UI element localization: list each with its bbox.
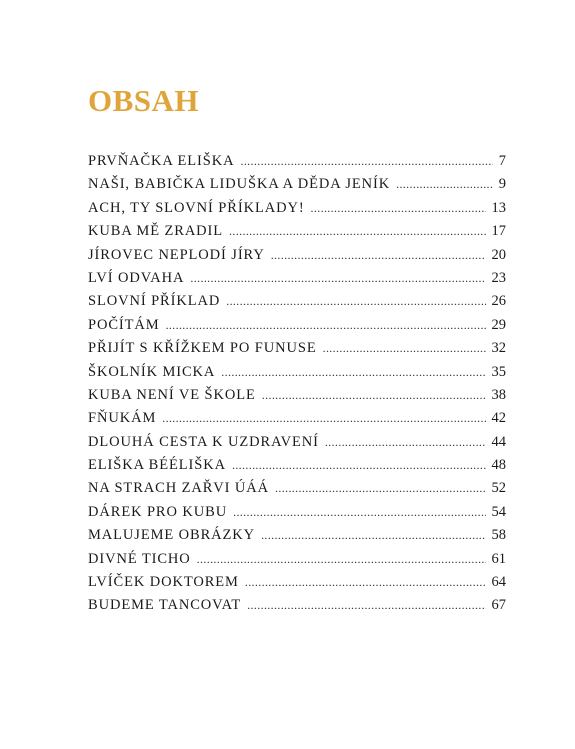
toc-leader-dots <box>247 598 485 613</box>
toc-leader-dots <box>232 458 486 473</box>
toc-entry-title: ELIŠKA BÉÉLIŠKA <box>88 457 226 474</box>
toc-entry[interactable] <box>88 293 506 316</box>
toc-leader-dots <box>221 365 485 380</box>
toc-entry-title: SLOVNÍ PŘÍKLAD <box>88 293 221 310</box>
toc-entry-page: 29 <box>491 316 506 333</box>
toc-entry-page: 44 <box>491 433 506 450</box>
toc-entry-title: ŠKOLNÍK MICKA <box>88 363 216 380</box>
toc-entry-title: ACH, TY SLOVNÍ PŘÍKLADY! <box>88 199 305 216</box>
toc-leader-dots <box>226 294 485 309</box>
toc-entry-page: 38 <box>491 386 506 403</box>
toc-entry[interactable] <box>88 270 506 293</box>
toc-leader-dots <box>323 341 486 356</box>
toc-entry-page: 42 <box>491 410 506 427</box>
toc-entry[interactable] <box>88 597 506 620</box>
toc-entry-page: 13 <box>491 199 506 216</box>
toc-leader-dots <box>162 411 485 426</box>
toc-entry-title: LVÍ ODVAHA <box>88 269 185 286</box>
toc-entry[interactable] <box>88 504 506 527</box>
toc-entry-page: 48 <box>491 457 506 474</box>
toc-leader-dots <box>240 154 492 169</box>
toc-leader-dots <box>396 177 493 192</box>
toc-entry[interactable] <box>88 457 506 480</box>
toc-leader-dots <box>271 248 486 263</box>
toc-leader-dots <box>245 575 486 590</box>
toc-entry-title: PŘIJÍT S KŘÍŽKEM PO FUNUSE <box>88 340 317 357</box>
toc-entry-page: 32 <box>491 340 506 357</box>
toc-entry-title: DÁREK PRO KUBU <box>88 503 228 520</box>
toc-entry-title: PRVŇAČKA ELIŠKA <box>88 153 235 169</box>
toc-entry-title: BUDEME TANCOVAT <box>88 597 242 614</box>
toc-entry-title: DIVNÉ TICHO <box>88 550 191 567</box>
toc-leader-dots <box>197 552 486 567</box>
toc-entry[interactable] <box>88 480 506 503</box>
toc-entry[interactable] <box>88 247 506 270</box>
toc-leader-dots <box>233 505 485 520</box>
toc-entry-title: FŇUKÁM <box>88 410 157 427</box>
toc-entry-page: 23 <box>491 269 506 286</box>
toc-leader-dots <box>261 528 485 543</box>
toc-entry[interactable] <box>88 340 506 363</box>
toc-leader-dots <box>311 201 486 216</box>
toc-entry-page: 67 <box>491 597 506 614</box>
toc-entry[interactable] <box>88 574 506 597</box>
toc-entry-title: JÍROVEC NEPLODÍ JÍRY <box>88 246 265 263</box>
toc-entry[interactable] <box>88 364 506 387</box>
toc-entry[interactable] <box>88 387 506 410</box>
toc-entry[interactable] <box>88 223 506 246</box>
table-of-contents <box>88 153 506 621</box>
toc-entry[interactable] <box>88 410 506 433</box>
toc-entry[interactable] <box>88 434 506 457</box>
toc-leader-dots <box>229 224 485 239</box>
toc-entry-page: 58 <box>491 527 506 544</box>
toc-leader-dots <box>275 481 485 496</box>
toc-entry[interactable] <box>88 176 506 199</box>
toc-entry-page: 52 <box>491 480 506 497</box>
toc-entry-page: 26 <box>491 293 506 310</box>
toc-entry[interactable] <box>88 551 506 574</box>
toc-entry-page: 35 <box>491 363 506 380</box>
toc-entry-page: 64 <box>491 574 506 591</box>
toc-entry-title: NA STRACH ZAŘVI ÚÁÁ <box>88 480 270 497</box>
toc-entry-page: 54 <box>491 503 506 520</box>
toc-leader-dots <box>166 318 486 333</box>
toc-leader-dots <box>190 271 485 286</box>
toc-leader-dots <box>325 435 486 450</box>
toc-entry-page: 61 <box>491 550 506 567</box>
toc-entry-title: DLOUHÁ CESTA K UZDRAVENÍ <box>88 433 319 450</box>
toc-entry-title: KUBA MĚ ZRADIL <box>88 223 224 240</box>
toc-entry[interactable] <box>88 317 506 340</box>
toc-entry-page: 17 <box>491 223 506 240</box>
toc-entry-page: 20 <box>491 246 506 263</box>
toc-entry[interactable] <box>88 527 506 550</box>
toc-entry-title: POČÍTÁM <box>88 316 160 333</box>
toc-entry-page: 7 <box>498 153 506 169</box>
toc-entry[interactable] <box>88 153 506 176</box>
toc-entry-page: 9 <box>498 176 506 193</box>
toc-entry-title: KUBA NENÍ VE ŠKOLE <box>88 386 256 403</box>
toc-entry-title: NAŠI, BABIČKA LIDUŠKA A DĚDA JENÍK <box>88 176 391 193</box>
page-title: OBSAH <box>88 83 200 118</box>
toc-entry[interactable] <box>88 200 506 223</box>
toc-entry-title: MALUJEME OBRÁZKY <box>88 527 256 544</box>
toc-leader-dots <box>262 388 486 403</box>
toc-entry-title: LVÍČEK DOKTOREM <box>88 574 239 591</box>
